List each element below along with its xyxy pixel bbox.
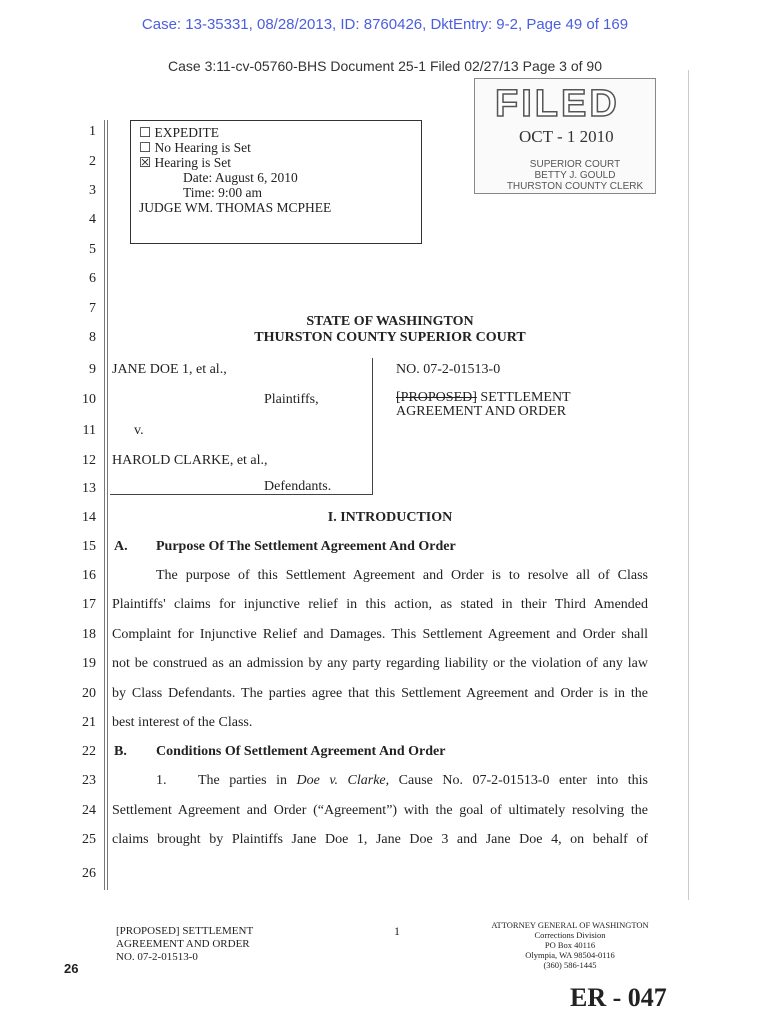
footer-case-number: NO. 07-2-01513-0	[116, 951, 198, 963]
line-number: 6	[89, 271, 96, 286]
stamp-filed-text: FILED	[495, 83, 620, 125]
district-header: Case 3:11-cv-05760-BHS Document 25-1 Filed 02/27/13 Page 3 of 90	[168, 58, 602, 74]
line-number: 19	[82, 656, 96, 671]
caption-defendant: HAROLD CLARKE, et al.,	[112, 453, 268, 468]
filed-stamp	[474, 78, 656, 194]
line-number: 9	[89, 362, 96, 377]
court-state: STATE OF WASHINGTON	[306, 314, 474, 329]
line-number: 22	[82, 744, 96, 759]
line-number: 13	[82, 481, 96, 496]
right-margin-rule	[688, 70, 689, 900]
footer-ag-line-5: (360) 586-1445	[543, 960, 597, 970]
line-number: 11	[82, 423, 96, 438]
para-b-line-2: Settlement Agreement and Order (“Agreement”) with the goal of ultimately resolving the	[112, 803, 648, 818]
para-a-line-4: not be construed as an admission by any party regarding liability or the violation of any law	[112, 656, 648, 671]
left-margin-rule	[104, 120, 108, 890]
line-number: 1	[89, 124, 96, 139]
caption-plaintiff: JANE DOE 1, et al.,	[112, 362, 227, 377]
caption-defendants-label: Defendants.	[264, 479, 332, 494]
para-b-line-1-end: , Cause No. 07-2-01513-0 enter into this	[385, 773, 648, 788]
case-number: NO. 07-2-01513-0	[396, 362, 501, 377]
line-number: 14	[82, 510, 96, 525]
line-number: 18	[82, 627, 96, 642]
section-a-letter: A.	[114, 539, 128, 554]
hearing-date: Date: August 6, 2010	[183, 170, 298, 185]
para-b-number: 1.	[156, 773, 167, 788]
caption-plaintiffs-label: Plaintiffs,	[264, 392, 319, 407]
section-b-title: Conditions Of Settlement Agreement And Order	[156, 744, 446, 759]
footer-ag-line-3: PO Box 40116	[544, 940, 596, 950]
para-a-line-2: Plaintiffs' claims for injunctive relief in this action, as stated in their Third Amended	[112, 597, 648, 612]
footer-left-number: 26	[64, 961, 79, 976]
stamp-line-2: BETTY J. GOULD	[534, 170, 616, 181]
para-a-line-5: by Class Defendants. The parties agree that this Settlement Agreement and Order is in the	[112, 686, 648, 701]
hearing-time: Time: 9:00 am	[183, 185, 263, 200]
line-number: 24	[82, 803, 96, 818]
appellate-banner: Case: 13-35331, 08/28/2013, ID: 8760426, DktEntry: 9-2, Page 49 of 169	[141, 16, 629, 33]
title-struck-text: [PROPOSED]	[396, 390, 477, 405]
line-number: 4	[89, 212, 96, 227]
line-number: 26	[82, 866, 96, 881]
stamp-line-1: SUPERIOR COURT	[529, 159, 621, 170]
exhibit-stamp: ER - 047	[570, 983, 667, 1012]
line-number: 17	[82, 597, 96, 612]
footer-ag-line-4: Olympia, WA 98504-0116	[525, 950, 615, 960]
line-number: 25	[82, 832, 96, 847]
line-number: 2	[89, 154, 96, 169]
line-number: 5	[89, 242, 96, 257]
title-rest-text: SETTLEMENT	[476, 390, 571, 405]
section-b-letter: B.	[114, 744, 127, 759]
line-number: 7	[89, 301, 96, 316]
footer-page-number: 1	[394, 924, 400, 938]
para-b-line-1	[198, 773, 648, 789]
line-number: 20	[82, 686, 96, 701]
line-number: 3	[89, 183, 96, 198]
judge-name: JUDGE WM. THOMAS MCPHEE	[139, 200, 332, 215]
caption-divider-vertical	[372, 358, 373, 494]
para-b-line-1-start: The parties in	[198, 773, 297, 788]
line-number: 16	[82, 568, 96, 583]
line-number: 10	[82, 392, 96, 407]
line-number: 15	[82, 539, 96, 554]
line-number: 21	[82, 715, 96, 730]
footer-ag-line-2: Corrections Division	[534, 930, 606, 940]
caption-versus: v.	[134, 423, 144, 438]
para-a-line-3: Complaint for Injunctive Relief and Damages. This Settlement Agreement and Order shall	[112, 627, 648, 642]
stamp-date: OCT - 1 2010	[519, 127, 614, 146]
expedite-checkbox: ☐ EXPEDITE	[139, 125, 219, 140]
case-name-italic: Doe v. Clarke	[296, 773, 386, 788]
footer-title-1: [PROPOSED] SETTLEMENT	[116, 925, 254, 937]
footer-ag-line-1: ATTORNEY GENERAL OF WASHINGTON	[491, 920, 649, 930]
para-a-line-1: The purpose of this Settlement Agreement and Order is to resolve all of Class	[156, 568, 648, 583]
footer-title-2: AGREEMENT AND ORDER	[116, 938, 250, 950]
line-number: 8	[89, 330, 96, 345]
line-number: 23	[82, 773, 96, 788]
court-county: THURSTON COUNTY SUPERIOR COURT	[254, 330, 526, 345]
document-title-line2: AGREEMENT AND ORDER	[396, 404, 567, 419]
stamp-line-3: THURSTON COUNTY CLERK	[506, 181, 644, 192]
section-a-title: Purpose Of The Settlement Agreement And Order	[156, 539, 456, 554]
section-introduction-heading: I. INTRODUCTION	[327, 510, 453, 525]
caption-divider-horizontal	[110, 494, 373, 495]
no-hearing-checkbox: ☐ No Hearing is Set	[139, 140, 251, 155]
footer-attorney-block	[470, 920, 670, 970]
hearing-set-checkbox: ☒ Hearing is Set	[139, 155, 231, 170]
para-b-line-3: claims brought by Plaintiffs Jane Doe 1, Jane Doe 3 and Jane Doe 4, on behalf of	[112, 832, 648, 847]
hearing-box	[130, 120, 422, 244]
line-number: 12	[82, 453, 96, 468]
para-a-line-6: best interest of the Class.	[112, 715, 253, 730]
